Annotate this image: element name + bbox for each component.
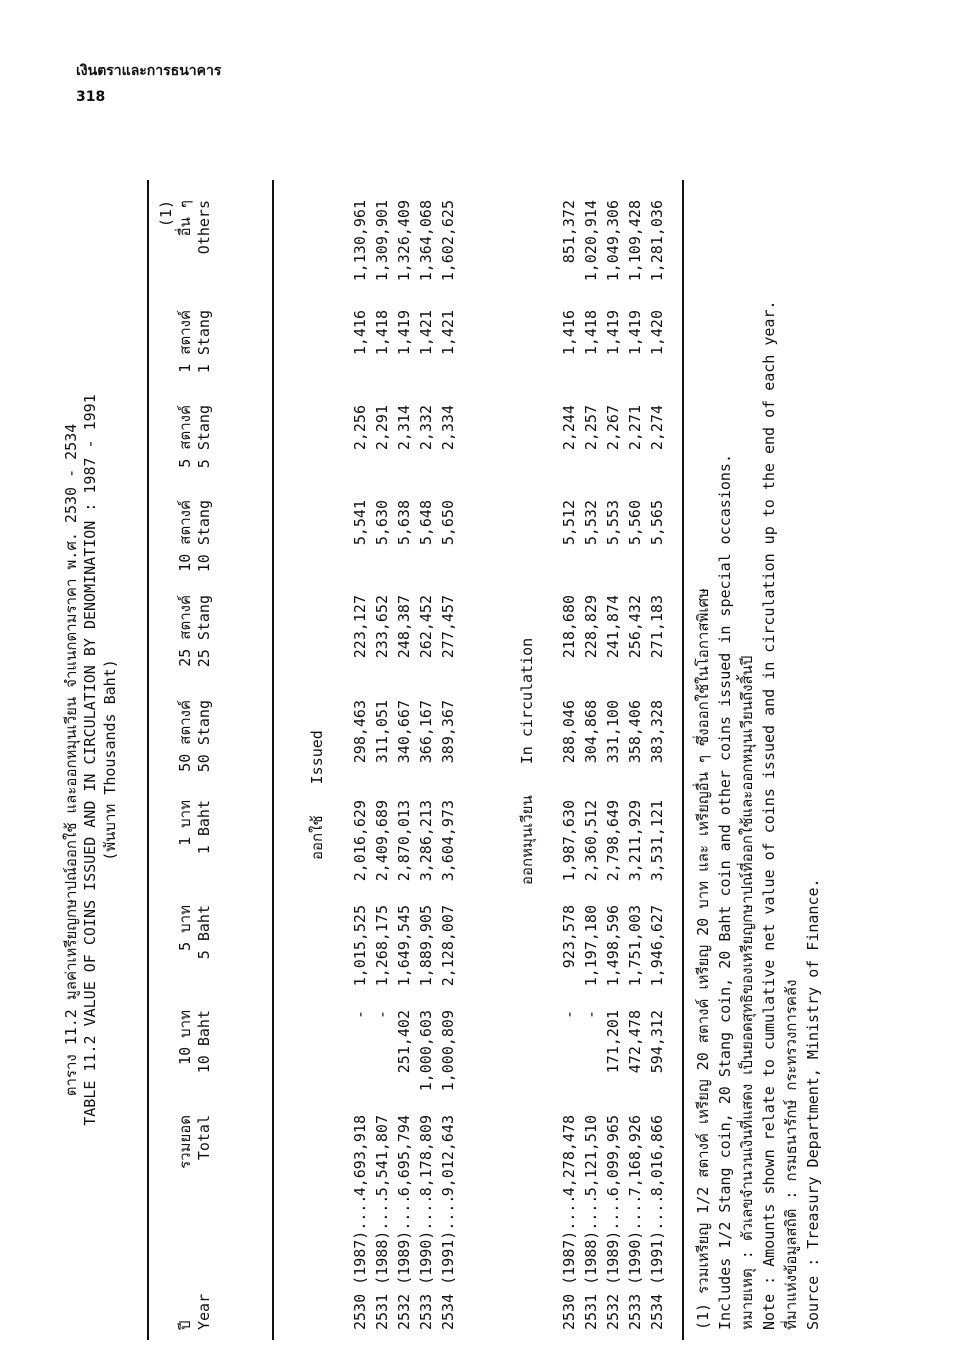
value-cell: 1,421 xyxy=(417,310,435,356)
column-header-en: 25 Stang xyxy=(195,595,213,668)
value-cell: 288,046 xyxy=(560,700,578,764)
table-row xyxy=(606,180,628,1340)
column-header xyxy=(178,1115,216,1225)
value-cell: 5,121,510 xyxy=(582,1115,600,1197)
value-cell: 5,541,807 xyxy=(373,1115,391,1197)
value-cell: 5,648 xyxy=(417,500,435,546)
table-notes xyxy=(696,300,828,1330)
rotated-table-page xyxy=(60,180,830,1340)
value-cell: 3,531,121 xyxy=(648,800,666,882)
value-cell: 2,267 xyxy=(604,405,622,451)
value-cell: 472,478 xyxy=(626,1010,644,1074)
note-1-th: (1) รวมเหรียญ 1/2 สตางค์ เหรียญ 20 สตางค์ เหรียญ 20 บาท และ เหรียญอื่น ๆ ซึ่งออกใช้ในโอกาสพิเศษ xyxy=(694,588,712,1330)
value-cell: 241,874 xyxy=(604,595,622,659)
value-cell: 277,457 xyxy=(439,595,457,659)
value-cell: 311,051 xyxy=(373,700,391,764)
value-cell: 1,268,175 xyxy=(373,905,391,987)
value-cell: 1,751,003 xyxy=(626,905,644,987)
value-cell: 2,244 xyxy=(560,405,578,451)
column-header-th: 1 บาท xyxy=(176,800,194,846)
column-header-th: 5 สตางค์ xyxy=(176,405,194,468)
value-cell: 5,541 xyxy=(351,500,369,546)
top-rule xyxy=(147,180,149,1340)
value-cell: 1,418 xyxy=(373,310,391,356)
table-title-english: TABLE 11.2 VALUE OF COINS ISSUED AND IN CIRCULATION BY DENOMINATION : 1987 - 1991 xyxy=(81,394,99,1126)
issued-section-label xyxy=(310,730,325,860)
value-cell: 1,015,525 xyxy=(351,905,369,987)
value-cell: 1,498,596 xyxy=(604,905,622,987)
value-cell: 2,256 xyxy=(351,405,369,451)
value-cell: 1,109,428 xyxy=(626,200,644,282)
row-year-cell: 2534 (1991).... xyxy=(648,1194,666,1330)
issued-label-th: ออกใช้ xyxy=(308,815,326,860)
value-cell: 5,532 xyxy=(582,500,600,546)
value-cell: 923,578 xyxy=(560,905,578,969)
circulation-section-label xyxy=(520,638,535,885)
table-row xyxy=(353,180,375,1340)
column-header xyxy=(178,1010,216,1120)
value-cell: 5,512 xyxy=(560,500,578,546)
value-cell: 1,602,625 xyxy=(439,200,457,282)
column-header-th: รวมยอด xyxy=(176,1115,194,1169)
value-cell: 1,309,901 xyxy=(373,200,391,282)
value-cell: 1,987,630 xyxy=(560,800,578,882)
value-cell: - xyxy=(582,1010,600,1020)
issued-label-en: Issued xyxy=(308,730,326,785)
value-cell: 2,314 xyxy=(395,405,413,451)
value-cell: 1,281,036 xyxy=(648,200,666,282)
value-cell: 3,286,213 xyxy=(417,800,435,882)
value-cell: 851,372 xyxy=(560,200,578,264)
column-header xyxy=(159,200,216,310)
value-cell: 1,049,306 xyxy=(604,200,622,282)
value-cell: 5,560 xyxy=(626,500,644,546)
value-cell: 248,387 xyxy=(395,595,413,659)
value-cell: 2,274 xyxy=(648,405,666,451)
value-cell: 2,798,649 xyxy=(604,800,622,882)
column-header-th: 10 บาท xyxy=(176,1010,194,1065)
value-cell: 2,291 xyxy=(373,405,391,451)
value-cell: 2,334 xyxy=(439,405,457,451)
value-cell: 1,326,409 xyxy=(395,200,413,282)
note-en: Note : Amounts shown relate to cumulative net value of coins issued and in circulation up to the end of each year. xyxy=(760,300,778,1330)
value-cell: 8,016,866 xyxy=(648,1115,666,1197)
value-cell: 2,016,629 xyxy=(351,800,369,882)
value-cell: 256,432 xyxy=(626,595,644,659)
value-cell: 5,638 xyxy=(395,500,413,546)
source-en: Source : Treasury Department, Ministry of Finance. xyxy=(804,878,822,1330)
value-cell: 6,695,794 xyxy=(395,1115,413,1197)
column-header-en: 5 Baht xyxy=(195,905,213,960)
column-header xyxy=(178,800,216,910)
value-cell: 298,463 xyxy=(351,700,369,764)
column-header-en: 1 Stang xyxy=(195,310,213,374)
value-cell: - xyxy=(373,1010,391,1020)
value-cell: 9,012,643 xyxy=(439,1115,457,1197)
value-cell: 1,649,545 xyxy=(395,905,413,987)
value-cell: 1,419 xyxy=(395,310,413,356)
value-cell: 1,416 xyxy=(351,310,369,356)
value-cell: 2,409,689 xyxy=(373,800,391,882)
circulation-label-en: In circulation xyxy=(518,637,536,765)
note-th: หมายเหตุ : ตัวเลขจำนวนเงินที่แสดง เป็นยอดสุทธิของเหรียญกษาปณ์ที่ออกใช้และออกหมุนเวียนถึงสิ้นปี xyxy=(738,655,756,1330)
circulation-label-th: ออกหมุนเวียน xyxy=(518,795,536,885)
column-header xyxy=(178,905,216,1015)
column-header xyxy=(178,500,216,610)
column-header-year-en: Year xyxy=(195,1293,213,1330)
value-cell: 1,421 xyxy=(439,310,457,356)
row-year-cell: 2533 (1990).... xyxy=(626,1194,644,1330)
column-header-th: 50 สตางค์ xyxy=(176,700,194,772)
table-unit: (พันบาท Thousands Baht) xyxy=(101,659,119,861)
value-cell: 331,100 xyxy=(604,700,622,764)
value-cell: 1,420 xyxy=(648,310,666,356)
value-cell: 228,829 xyxy=(582,595,600,659)
table-row xyxy=(650,180,672,1340)
column-header-en: 5 Stang xyxy=(195,405,213,469)
value-cell: 2,332 xyxy=(417,405,435,451)
value-cell: 271,183 xyxy=(648,595,666,659)
value-cell: - xyxy=(560,1010,578,1020)
row-year-cell: 2534 (1991).... xyxy=(439,1194,457,1330)
value-cell: 2,128,007 xyxy=(439,905,457,987)
value-cell: 2,271 xyxy=(626,405,644,451)
table-row xyxy=(562,180,584,1340)
column-header-en: 50 Stang xyxy=(195,700,213,773)
value-cell: 3,604,973 xyxy=(439,800,457,882)
source-th: ที่มาแห่งข้อมูลสถิติ : กรมธนารักษ์ กระทรวงการคลัง xyxy=(782,979,800,1330)
page-number: 318 xyxy=(76,89,106,105)
row-year-cell: 2532 (1989).... xyxy=(395,1194,413,1330)
value-cell: 594,312 xyxy=(648,1010,666,1074)
column-header-th: 10 สตางค์ xyxy=(176,500,194,572)
value-cell: 5,565 xyxy=(648,500,666,546)
value-cell: 1,197,180 xyxy=(582,905,600,987)
column-header-en: Others xyxy=(195,200,213,255)
column-header xyxy=(178,595,216,705)
book-title: เงินตราและการธนาคาร xyxy=(76,63,222,79)
value-cell: 366,167 xyxy=(417,700,435,764)
column-header-year xyxy=(178,1294,216,1330)
table-row xyxy=(584,180,606,1340)
column-header-th: อื่น ๆ xyxy=(176,200,194,237)
row-year-cell: 2533 (1990).... xyxy=(417,1194,435,1330)
column-header-th: 5 บาท xyxy=(176,905,194,951)
table-title-thai: ตาราง 11.2 มูลค่าเหรียญกษาปณ์ออกใช้ และออกหมุนเวียน จำแนกตามราคา พ.ศ. 2530 - 2534 xyxy=(62,423,80,1097)
value-cell: 304,868 xyxy=(582,700,600,764)
table-row xyxy=(375,180,397,1340)
column-header-en: 1 Baht xyxy=(195,800,213,855)
table-row xyxy=(419,180,441,1340)
value-cell: 389,367 xyxy=(439,700,457,764)
value-cell: 6,099,965 xyxy=(604,1115,622,1197)
note-1-en: Includes 1/2 Stang coin, 20 Stang coin, 20 Baht coin and other coins issued in special occasions. xyxy=(716,454,734,1330)
value-cell: 2,257 xyxy=(582,405,600,451)
value-cell: 218,680 xyxy=(560,595,578,659)
column-header xyxy=(178,700,216,810)
value-cell: 262,452 xyxy=(417,595,435,659)
value-cell: 223,127 xyxy=(351,595,369,659)
column-header-year-th: ปี xyxy=(176,1320,194,1330)
column-header-en: Total xyxy=(195,1115,213,1161)
value-cell: 233,652 xyxy=(373,595,391,659)
header-rule xyxy=(272,180,274,1340)
value-cell: 3,211,929 xyxy=(626,800,644,882)
value-cell: 251,402 xyxy=(395,1010,413,1074)
value-cell: 1,000,809 xyxy=(439,1010,457,1092)
bottom-rule xyxy=(682,180,684,1340)
value-cell: 4,693,918 xyxy=(351,1115,369,1197)
row-year-cell: 2530 (1987).... xyxy=(351,1194,369,1330)
column-header xyxy=(178,310,216,420)
table-row xyxy=(441,180,463,1340)
column-header-th: 1 สตางค์ xyxy=(176,310,194,373)
value-cell: 5,650 xyxy=(439,500,457,546)
value-cell: 7,168,926 xyxy=(626,1115,644,1197)
value-cell: 1,419 xyxy=(604,310,622,356)
value-cell: 5,630 xyxy=(373,500,391,546)
value-cell: 1,889,905 xyxy=(417,905,435,987)
row-year-cell: 2531 (1988).... xyxy=(582,1194,600,1330)
value-cell: 1,020,914 xyxy=(582,200,600,282)
column-header xyxy=(178,405,216,515)
table-row xyxy=(628,180,650,1340)
value-cell: 1,000,603 xyxy=(417,1010,435,1092)
value-cell: 2,870,013 xyxy=(395,800,413,882)
value-cell: 171,201 xyxy=(604,1010,622,1074)
value-cell: 340,667 xyxy=(395,700,413,764)
column-header-en: 10 Stang xyxy=(195,500,213,573)
value-cell: 1,416 xyxy=(560,310,578,356)
value-cell: 1,418 xyxy=(582,310,600,356)
value-cell: 8,178,809 xyxy=(417,1115,435,1197)
column-header-th: 25 สตางค์ xyxy=(176,595,194,667)
value-cell: 1,130,961 xyxy=(351,200,369,282)
value-cell: 4,278,478 xyxy=(560,1115,578,1197)
value-cell: 358,406 xyxy=(626,700,644,764)
value-cell: 5,553 xyxy=(604,500,622,546)
value-cell: - xyxy=(351,1010,369,1020)
value-cell: 1,364,068 xyxy=(417,200,435,282)
row-year-cell: 2532 (1989).... xyxy=(604,1194,622,1330)
column-header-en: 10 Baht xyxy=(195,1010,213,1074)
row-year-cell: 2530 (1987).... xyxy=(560,1194,578,1330)
table-row xyxy=(397,180,419,1340)
value-cell: 1,946,627 xyxy=(648,905,666,987)
value-cell: 1,419 xyxy=(626,310,644,356)
row-year-cell: 2531 (1988).... xyxy=(373,1194,391,1330)
value-cell: 2,360,512 xyxy=(582,800,600,882)
value-cell: 383,328 xyxy=(648,700,666,764)
column-header-note: (1) xyxy=(157,200,175,228)
